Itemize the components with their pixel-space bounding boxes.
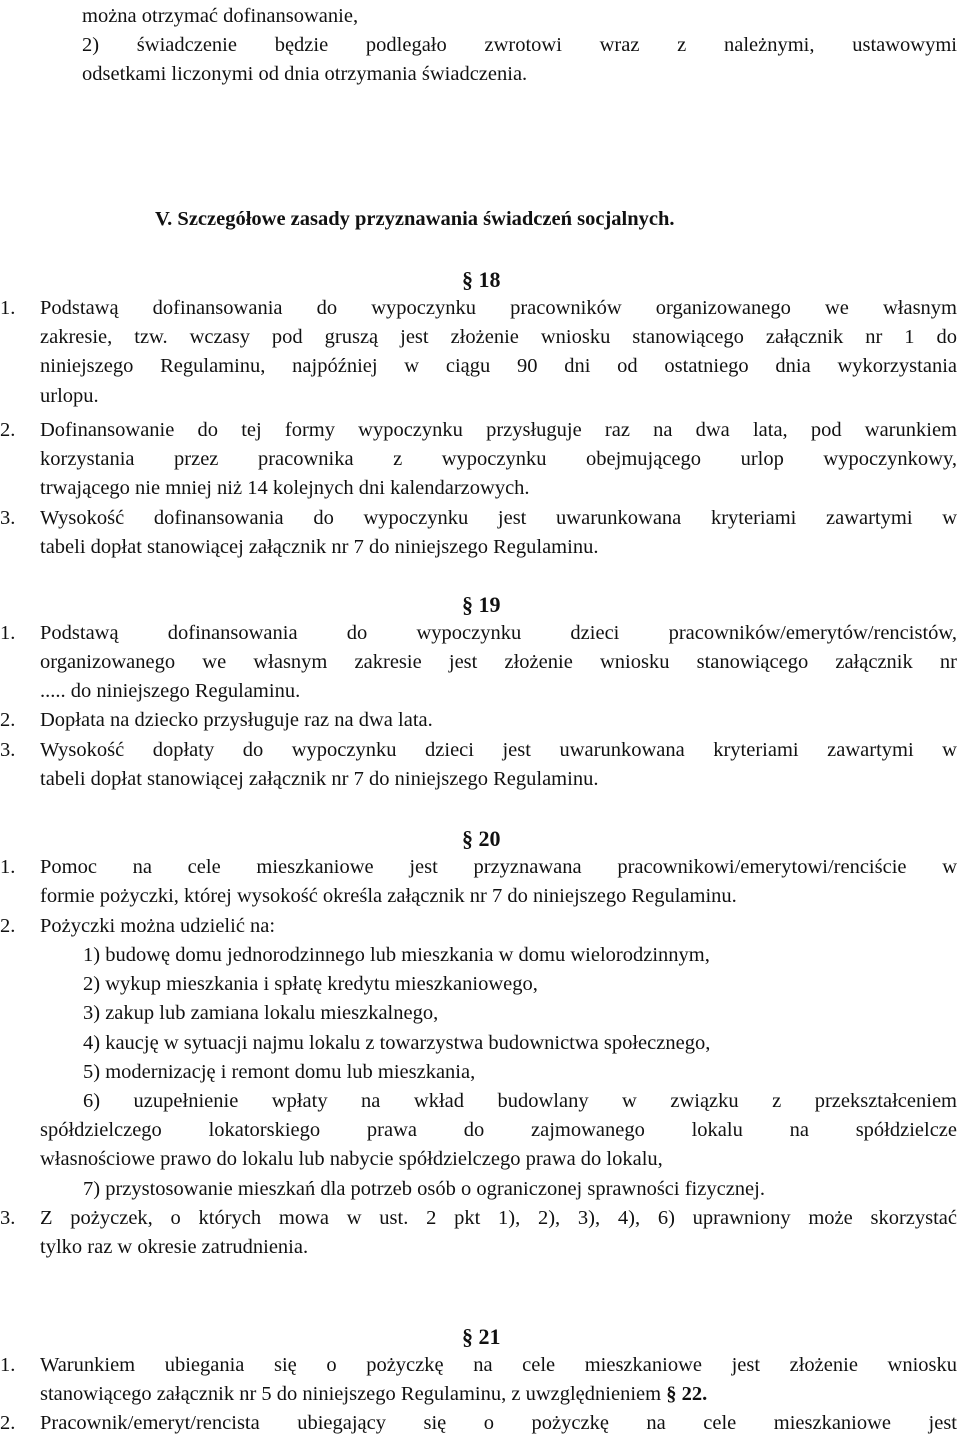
s18-paragraph-2 [0,416,957,504]
s21-p2-number: 2. [0,1412,16,1434]
s18-p1-number: 1. [0,297,16,319]
section-21-label: § 21 [462,1324,501,1349]
s19-p3-line-2: tabeli dopłat stanowiącej załącznik nr 7 do niniejszego Regulaminu. [40,768,599,791]
section-19-label: § 19 [462,592,501,617]
s19-p1-line-1: Podstawą dofinansowania do wypoczynku dzieci pracowników/emerytów/rencistów, [40,622,957,644]
s18-paragraph-3 [0,504,957,562]
s20-p1-line-2: formie pożyczki, której wysokość określa załącznik nr 7 do niniejszego Regulaminu. [40,885,737,908]
s20-item-6-continuation [40,1116,957,1174]
s18-p2-line-3: trwającego nie mniej niż 14 kolejnych dni kalendarzowych. [40,477,530,500]
list-item: 4) kaucję w sytuacji najmu lokalu z towarzystwa budownictwa społecznego, [83,1031,711,1054]
s19-p1-line-3: ..... do niniejszego Regulaminu. [40,680,301,703]
list-item: 7) przystosowanie mieszkań dla potrzeb osób o ograniczonej sprawności fizycznej. [83,1178,765,1200]
s21-p2-line-1: Pracownik/emeryt/rencista ubiegający się o pożyczkę na cele mieszkaniowe jest [40,1412,957,1434]
s21-p1-line-1: Warunkiem ubiegania się o pożyczkę na cele mieszkaniowe jest złożenie wniosku [40,1354,957,1376]
s21-p1-line-2-text: stanowiącego załącznik nr 5 do niniejszego Regulaminu, z uwzględnieniem [40,1383,667,1406]
s18-p1-line-4: urlopu. [40,384,99,407]
s18-p3-line-2: tabeli dopłat stanowiącej załącznik nr 7 do niniejszego Regulaminu. [40,536,599,559]
s20-paragraph-2 [0,912,957,941]
section-18-label: § 18 [462,267,501,292]
s19-paragraph-3 [0,736,957,794]
list-item-6-line-1: 6) uzupełnienie wpłaty na wkład budowlany w związku z przekształceniem [83,1090,957,1113]
continuation-line: można otrzymać dofinansowanie, [82,5,359,27]
section-20-label: § 20 [462,826,501,851]
s20-item-7 [83,1175,957,1204]
s20-loan-purposes [83,941,957,1116]
s19-p1-number: 1. [0,622,16,644]
item-2-line-2: odsetkami liczonymi od dnia otrzymania świadczenia. [82,63,528,86]
s20-paragraph-3 [0,1204,957,1262]
s21-paragraph-2 [0,1409,957,1438]
s19-p2-line-1: Dopłata na dziecko przysługuje raz na dwa lata. [40,709,433,731]
s18-p2-number: 2. [0,419,16,441]
s18-p1-line-2: zakresie, tzw. wczasy pod gruszą jest złożenie wniosku stanowiącego załącznik nr 1 do [40,326,957,349]
s18-p3-number: 3. [0,507,16,529]
s19-p2-number: 2. [0,709,16,731]
s18-p1-line-1: Podstawą dofinansowania do wypoczynku pracowników organizowanego we własnym [40,297,957,319]
list-item: 5) modernizację i remont domu lub mieszkania, [83,1060,476,1083]
s20-p1-line-1: Pomoc na cele mieszkaniowe jest przyznawana pracownikowi/emerytowi/renciście w [40,856,957,878]
item-2-line-1: 2) świadczenie będzie podlegało zwrotowi wraz z należnymi, ustawowymi [82,34,957,57]
top-continuation [82,2,957,90]
s20-paragraph-1 [0,853,957,911]
s20-p3-line-2: tylko raz w okresie zatrudnienia. [40,1236,309,1259]
list-item-6-line-3: własnościowe prawo do lokalu lub nabycie spółdzielczego prawa do lokalu, [40,1148,663,1171]
s21-paragraph-1 [0,1351,957,1409]
s20-p3-line-1: Z pożyczek, o których mowa w ust. 2 pkt 1), 2), 3), 4), 6) uprawniony może skorzystać [40,1207,957,1229]
list-item: 2) wykup mieszkania i spłatę kredytu mieszkaniowego, [83,973,538,996]
s21-p1-line-2 [40,1380,957,1409]
list-item: 3) zakup lub zamiana lokalu mieszkalnego, [83,1002,439,1025]
s20-p1-number: 1. [0,856,16,878]
s19-p3-line-1: Wysokość dopłaty do wypoczynku dzieci jest uwarunkowana kryteriami zawartymi w [40,739,957,761]
s18-p1-line-3: niniejszego Regulaminu, najpóźniej w ciągu 90 dni od ostatniego dnia wykorzystania [40,355,957,378]
s19-p3-number: 3. [0,739,16,761]
chapter-title: V. Szczegółowe zasady przyznawania świadczeń socjalnych. [155,208,675,230]
s18-paragraph-1 [0,294,957,411]
s18-p2-line-1: Dofinansowanie do tej formy wypoczynku przysługuje raz na dwa lata, pod warunkiem [40,419,957,441]
s20-p2-line-1: Pożyczki można udzielić na: [40,915,276,937]
list-item-6-line-2: spółdzielczego lokatorskiego prawa do zajmowanego lokalu na spółdzielcze [40,1119,957,1141]
s21-p1-number: 1. [0,1354,16,1376]
s19-p1-line-2: organizowanego we własnym zakresie jest złożenie wniosku stanowiącego załącznik nr [40,651,957,674]
s19-paragraph-1 [0,619,957,707]
list-item: 1) budowę domu jednorodzinnego lub mieszkania w domu wielorodzinnym, [83,944,710,966]
s18-p2-line-2: korzystania przez pracownika z wypoczynku obejmującego urlop wypoczynkowy, [40,448,957,471]
s20-p3-number: 3. [0,1207,16,1229]
s19-paragraph-2 [0,706,957,735]
s18-p3-line-1: Wysokość dofinansowania do wypoczynku jest uwarunkowana kryteriami zawartymi w [40,507,957,529]
s20-p2-number: 2. [0,915,16,937]
section-reference-22: § 22. [666,1383,708,1406]
